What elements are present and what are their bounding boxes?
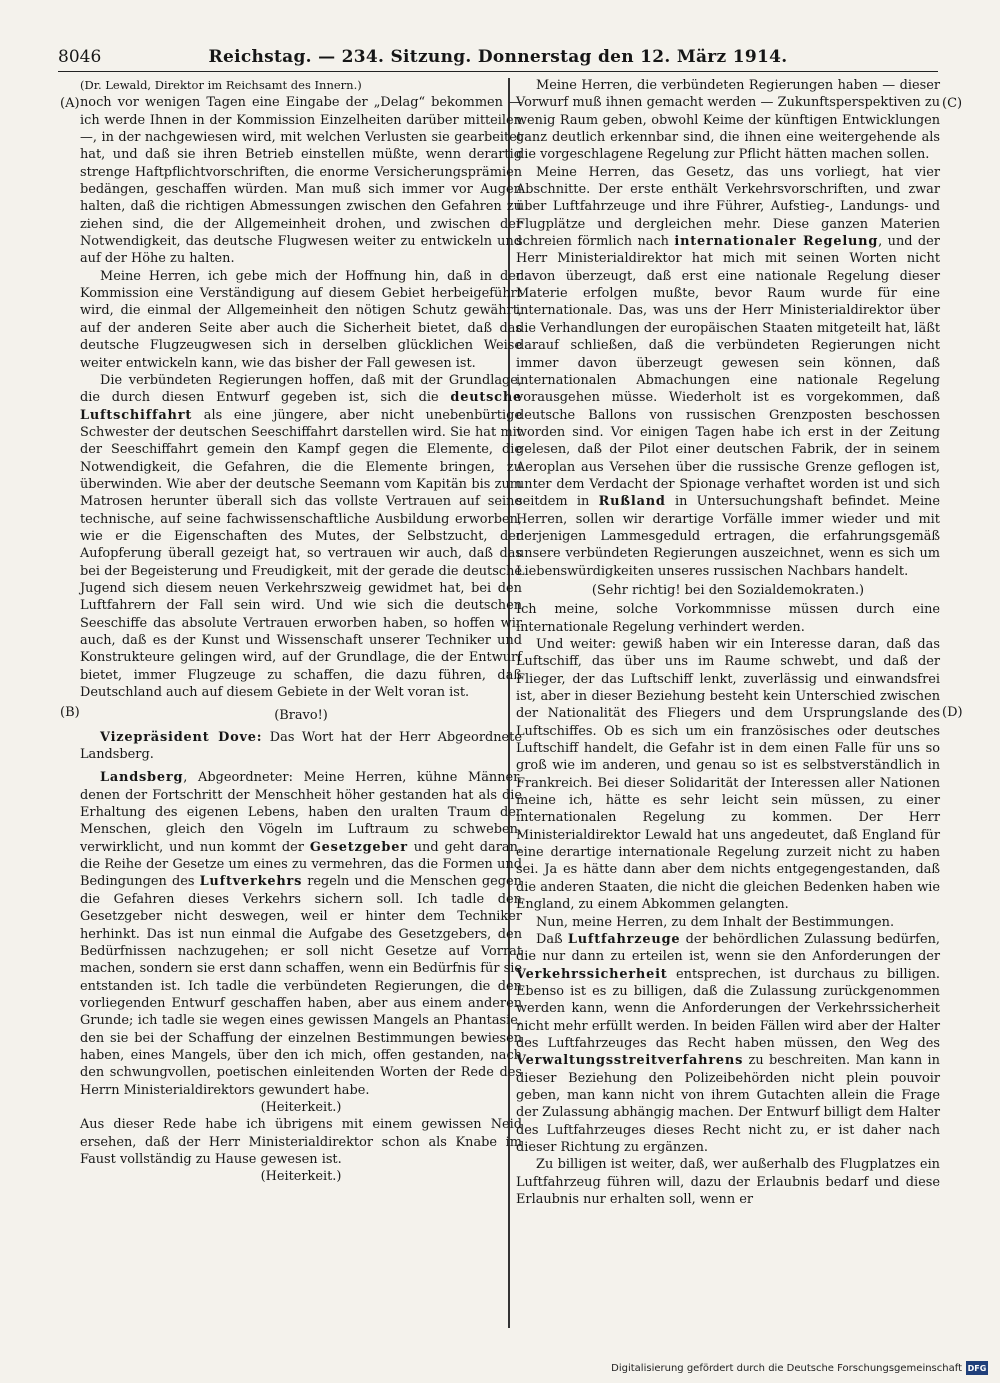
paragraph: Daß Luftfahrzeuge der behördlichen Zulassung bedürfen, die nur dann zu erteilen ist, wenn sie den Anforderungen der Verkehrssicherheit entsprechen, ist durchaus zu billigen. Ebenso ist es zu billigen, daß die Zulassung zurückgenommen werden kann, wenn die Anforderungen der Verkehrssicherheit nicht mehr erfüllt werden. In beiden Fällen wird aber der Halter des Luftfahrzeuges das Recht haben müssen, den Weg des Verwaltungsstreitverfahrens zu beschreiten. Man kann in dieser Beziehung den Polizeibehörden nicht plein pouvoir geben, man kann nicht von ihrem Gutachten allein die Frage der Zulassung abhängig machen. Der Entwurf billigt dem Halter des Luftfahrzeuges dieses Recht nicht zu, er ist daher nach dieser Richtung zu ergänzen. — [516, 931, 940, 1155]
paragraph: Die verbündeten Regierungen hoffen, daß mit der Grundlage, die durch diesen Entwurf gegeben ist, sich die deutsche Luftschiffahrt als eine jüngere, aber nicht unebenbürtige Schwester der deutschen Seeschiffahrt darstellen wird. Sie hat mit der Seeschiffahrt gemein den Kampf gegen die Elemente, die Notwendigkeit, die Gefahren, die die Elemente bringen, zu überwinden. Wie aber der deutsche Seemann vom Kapitän bis zum Matrosen herunter überall sich das vollste Vertrauen auf seine technische, auf seine fachwissenschaftliche Ausbildung erworben, wie er die Eigenschaften des Mutes, der Selbstzucht, der Aufopferung überall gezeigt hat, so vertrauen wir auch, daß das bei der Begeisterung und Freudigkeit, mit der gerade die deutsche Jugend sich diesem neuen Verkehrszweig gewidmet hat, bei den Luftfahrern der Fall sein wird. Und wie sich die deutschen Seeschiffe das absolute Vertrauen erworben haben, so hoffen wir auch, daß es der Kunst und Wissenschaft unserer Techniker und Konstrukteure gelingen wird, auf der Grundlage, die der Entwurf bietet, immer Flugzeuge zu schaffen, die dazu führen, daß Deutschland auch auf diesem Gebiete in der Welt voran ist. — [80, 372, 522, 701]
margin-mark-b: (B) — [60, 705, 80, 720]
emphasis: Luftfahrzeuge — [567, 931, 681, 947]
paragraph: Und weiter: gewiß haben wir ein Interesse daran, daß das Luftschiff, das über uns im Raume schwebt, und daß der Flieger, der das Luftschiff lenkt, zuverlässig und einwandsfrei ist, aber in dieser Beziehung besteht kein Unterschied zwischen der Nationalität des Fliegers und dem Ursprungslande des Luftschiffes. Ob es sich um ein französisches oder deutsches Luftschiff handelt, die Gefahr ist in dem einen Falle für uns so groß wie im anderen, und genau so ist es selbstverständlich in Frankreich. Bei dieser Solidarität der Interessen aller Nationen meine ich, hätte es sehr leicht sein müssen, zu einer internationalen Regelung zu kommen. Der Herr Ministerialdirektor Lewald hat uns angedeutet, daß England für eine derartige internationale Regelung zurzeit nicht zu haben sei. Ja es hätte dann aber dem nichts entgegengestanden, daß die anderen Staaten, die nicht die gleichen Bedenken haben wie England, zu einem Abkommen gelangten. — [516, 637, 940, 913]
speaker-name: Landsberg — [100, 770, 184, 786]
speaker-attribution: (Dr. Lewald, Direktor im Reichsamt des Innern.) — [80, 78, 362, 92]
speaker-name: Vizepräsident Dove: — [100, 729, 263, 745]
emphasis: Verkehrssicherheit — [516, 966, 668, 982]
emphasis: Verwaltungsstreitverfahrens — [516, 1053, 744, 1069]
margin-mark-c: (C) — [942, 96, 963, 111]
emphasis: Luftverkehrs — [199, 874, 303, 890]
paragraph: Ich meine, solche Vorkommnisse müssen durch eine internationale Regelung verhindert werden. — [516, 602, 940, 635]
paragraph: Meine Herren, das Gesetz, das uns vorliegt, hat vier Abschnitte. Der erste enthält Verkehrsvorschriften, und zwar über Luftfahrzeuge und ihre Führer, Aufstieg-, Landungs- und Flugplätze und dergleichen mehr. Diese ganzen Materien schreien förmlich nach internationaler Regelung, und der Herr Ministerialdirektor hat mich mit seinen Worten nicht davon überzeugt, daß erst eine nationale Regelung dieser Materie erfolgen mußte, bevor Raum wurde für eine internationale. Das, was uns der Herr Ministerialdirektor über die Verhandlungen der europäischen Staaten mitgeteilt hat, läßt darauf schließen, daß die verbündeten Regierungen nicht immer davon überzeugt gewesen sein können, daß internationalen Abmachungen eine nationale Regelung vorausgehen müsse. Wiederholt ist es vorgekommen, daß deutsche Ballons von russischen Grenzposten beschossen worden sind. Vor einigen Tagen habe ich erst in der Zeitung gelesen, daß der Pilot einer deutschen Fabrik, der in seinem Aeroplan aus Versehen über die russische Grenze geflogen ist, unter dem Verdacht der Spionage verhaftet worden ist und sich seitdem in Rußland in Untersuchungshaft befindet. Meine Herren, sollen wir derartige Vorfälle immer wieder und mit derjenigen Lammesgeduld ertragen, die erfahrungsgemäß unsere verbündeten Regierungen auszeichnet, wenn es sich um Liebenswürdigkeiten unseres russischen Nachbars handelt. — [516, 164, 940, 579]
paragraph: Zu billigen ist weiter, daß, wer außerhalb des Flugplatzes ein Luftfahrzeug führen will, dazu der Erlaubnis bedarf und diese Erlaubnis nur erhalten soll, wenn er — [516, 1157, 940, 1207]
left-column — [80, 77, 522, 1186]
emphasis: Rußland — [598, 494, 666, 510]
paragraph: Nun, meine Herren, zu dem Inhalt der Bestimmungen. — [536, 914, 895, 930]
paragraph: Landsberg, Abgeordneter: Meine Herren, kühne Männer, denen der Fortschritt der Menschheit höher gestanden hat als die Erhaltung des eigenen Lebens, haben den uralten Traum der Menschen, gleich den Vögeln im Luftraum zu schweben, verwirklicht, und nun kommt der Gesetzgeber und geht daran, die Reihe der Gesetze um eines zu vermehren, das die Formen und Bedingungen des Luftverkehrs regeln und die Menschen gegen die Gefahren dieses Verkehrs sichern soll. Ich tadle den Gesetzgeber nicht deswegen, weil er hinter dem Techniker herhinkt. Das ist nun einmal die Aufgabe des Gesetzgebers, den Bedürfnissen nachzugehen; er soll nicht Gesetze auf Vorrat machen, sondern sie erst dann schaffen, wenn ein Bedürfnis für sie entstanden ist. Ich tadle die verbündeten Regierungen, die den vorliegenden Entwurf geschaffen haben, aber aus einem anderen Grunde; ich tadle sie wegen eines gewissen Mangels an Phantasie, den sie bei der Schaffung der einzelnen Bestimmungen bewiesen haben, eines Mangels, über den ich mich, offen gestanden, nach den schwungvollen, poetischen einleitenden Worten der Rede des Herrn Ministerialdirektors gewundert habe. — [80, 770, 522, 1098]
margin-mark-d: (D) — [942, 705, 963, 720]
page-number: 8046 — [58, 47, 102, 67]
paragraph: Vizepräsident Dove: Das Wort hat der Herr Abgeordnete Landsberg. — [80, 729, 522, 763]
footer-credit — [611, 1361, 988, 1375]
paragraph: noch vor wenigen Tagen eine Eingabe der „Delag“ bekommen — ich werde Ihnen in der Kommission Einzelheiten darüber mitteilen —, in der nachgewiesen wird, mit welchen Verlusten sie gearbeitet hat, und daß sie ihren Betrieb einstellen müßte, wenn derartig strenge Haftpflichtvorschriften, die enorme Versicherungsprämien bedängen, geschaffen würden. Man muß sich immer vor Augen halten, daß die richtigen Abmessungen zwischen den Gefahren zu ziehen sind, die der Allgemeinheit drohen, und zwischen der Notwendigkeit, das deutsche Flugwesen weiter zu entwickeln und auf der Höhe zu halten. — [80, 95, 522, 267]
margin-mark-a: (A) — [60, 96, 80, 111]
interjection: (Heiterkeit.) — [260, 1169, 342, 1185]
interjection: (Sehr richtig! bei den Sozialdemokraten.) — [591, 582, 865, 598]
running-title: Reichstag. — 234. Sitzung. Donnerstag den 12. März 1914. — [208, 47, 788, 67]
emphasis: deutsche Luftschiffahrt — [80, 390, 522, 423]
emphasis: internationaler Regelung — [674, 234, 879, 250]
interjection: (Heiterkeit.) — [260, 1099, 342, 1115]
page-header — [58, 45, 938, 72]
right-column — [516, 77, 940, 1208]
paragraph: Aus dieser Rede habe ich übrigens mit einem gewissen Neid ersehen, daß der Herr Ministerialdirektor schon als Knabe im Faust vollständig zu Hause gewesen ist. — [80, 1117, 522, 1167]
paragraph: Meine Herren, ich gebe mich der Hoffnung hin, daß in der Kommission eine Verständigung auf diesem Gebiet herbeigeführt wird, die einmal der Allgemeinheit den nötigen Schutz gewährt, auf der anderen Seite aber auch die Sicherheit bietet, daß das deutsche Flugzeugwesen sich in derselben glücklichen Weise weiter entwickeln kann, wie das bisher der Fall gewesen ist. — [80, 268, 522, 371]
dfg-logo: DFG — [966, 1361, 988, 1375]
credit-text: Digitalisierung gefördert durch die Deutsche Forschungsgemeinschaft — [611, 1362, 962, 1374]
emphasis: Gesetzgeber — [309, 839, 408, 855]
interjection: (Bravo!) — [274, 708, 328, 724]
paragraph: Meine Herren, die verbündeten Regierungen haben — dieser Vorwurf muß ihnen gemacht werden — Zukunftsperspektiven zu wenig Raum geben, obwohl Keime der künftigen Entwicklungen ganz deutlich erkennbar sind, die ihnen eine weitergehende als die vorgeschlagene Regelung zur Pflicht hätten machen sollen. — [516, 78, 940, 163]
